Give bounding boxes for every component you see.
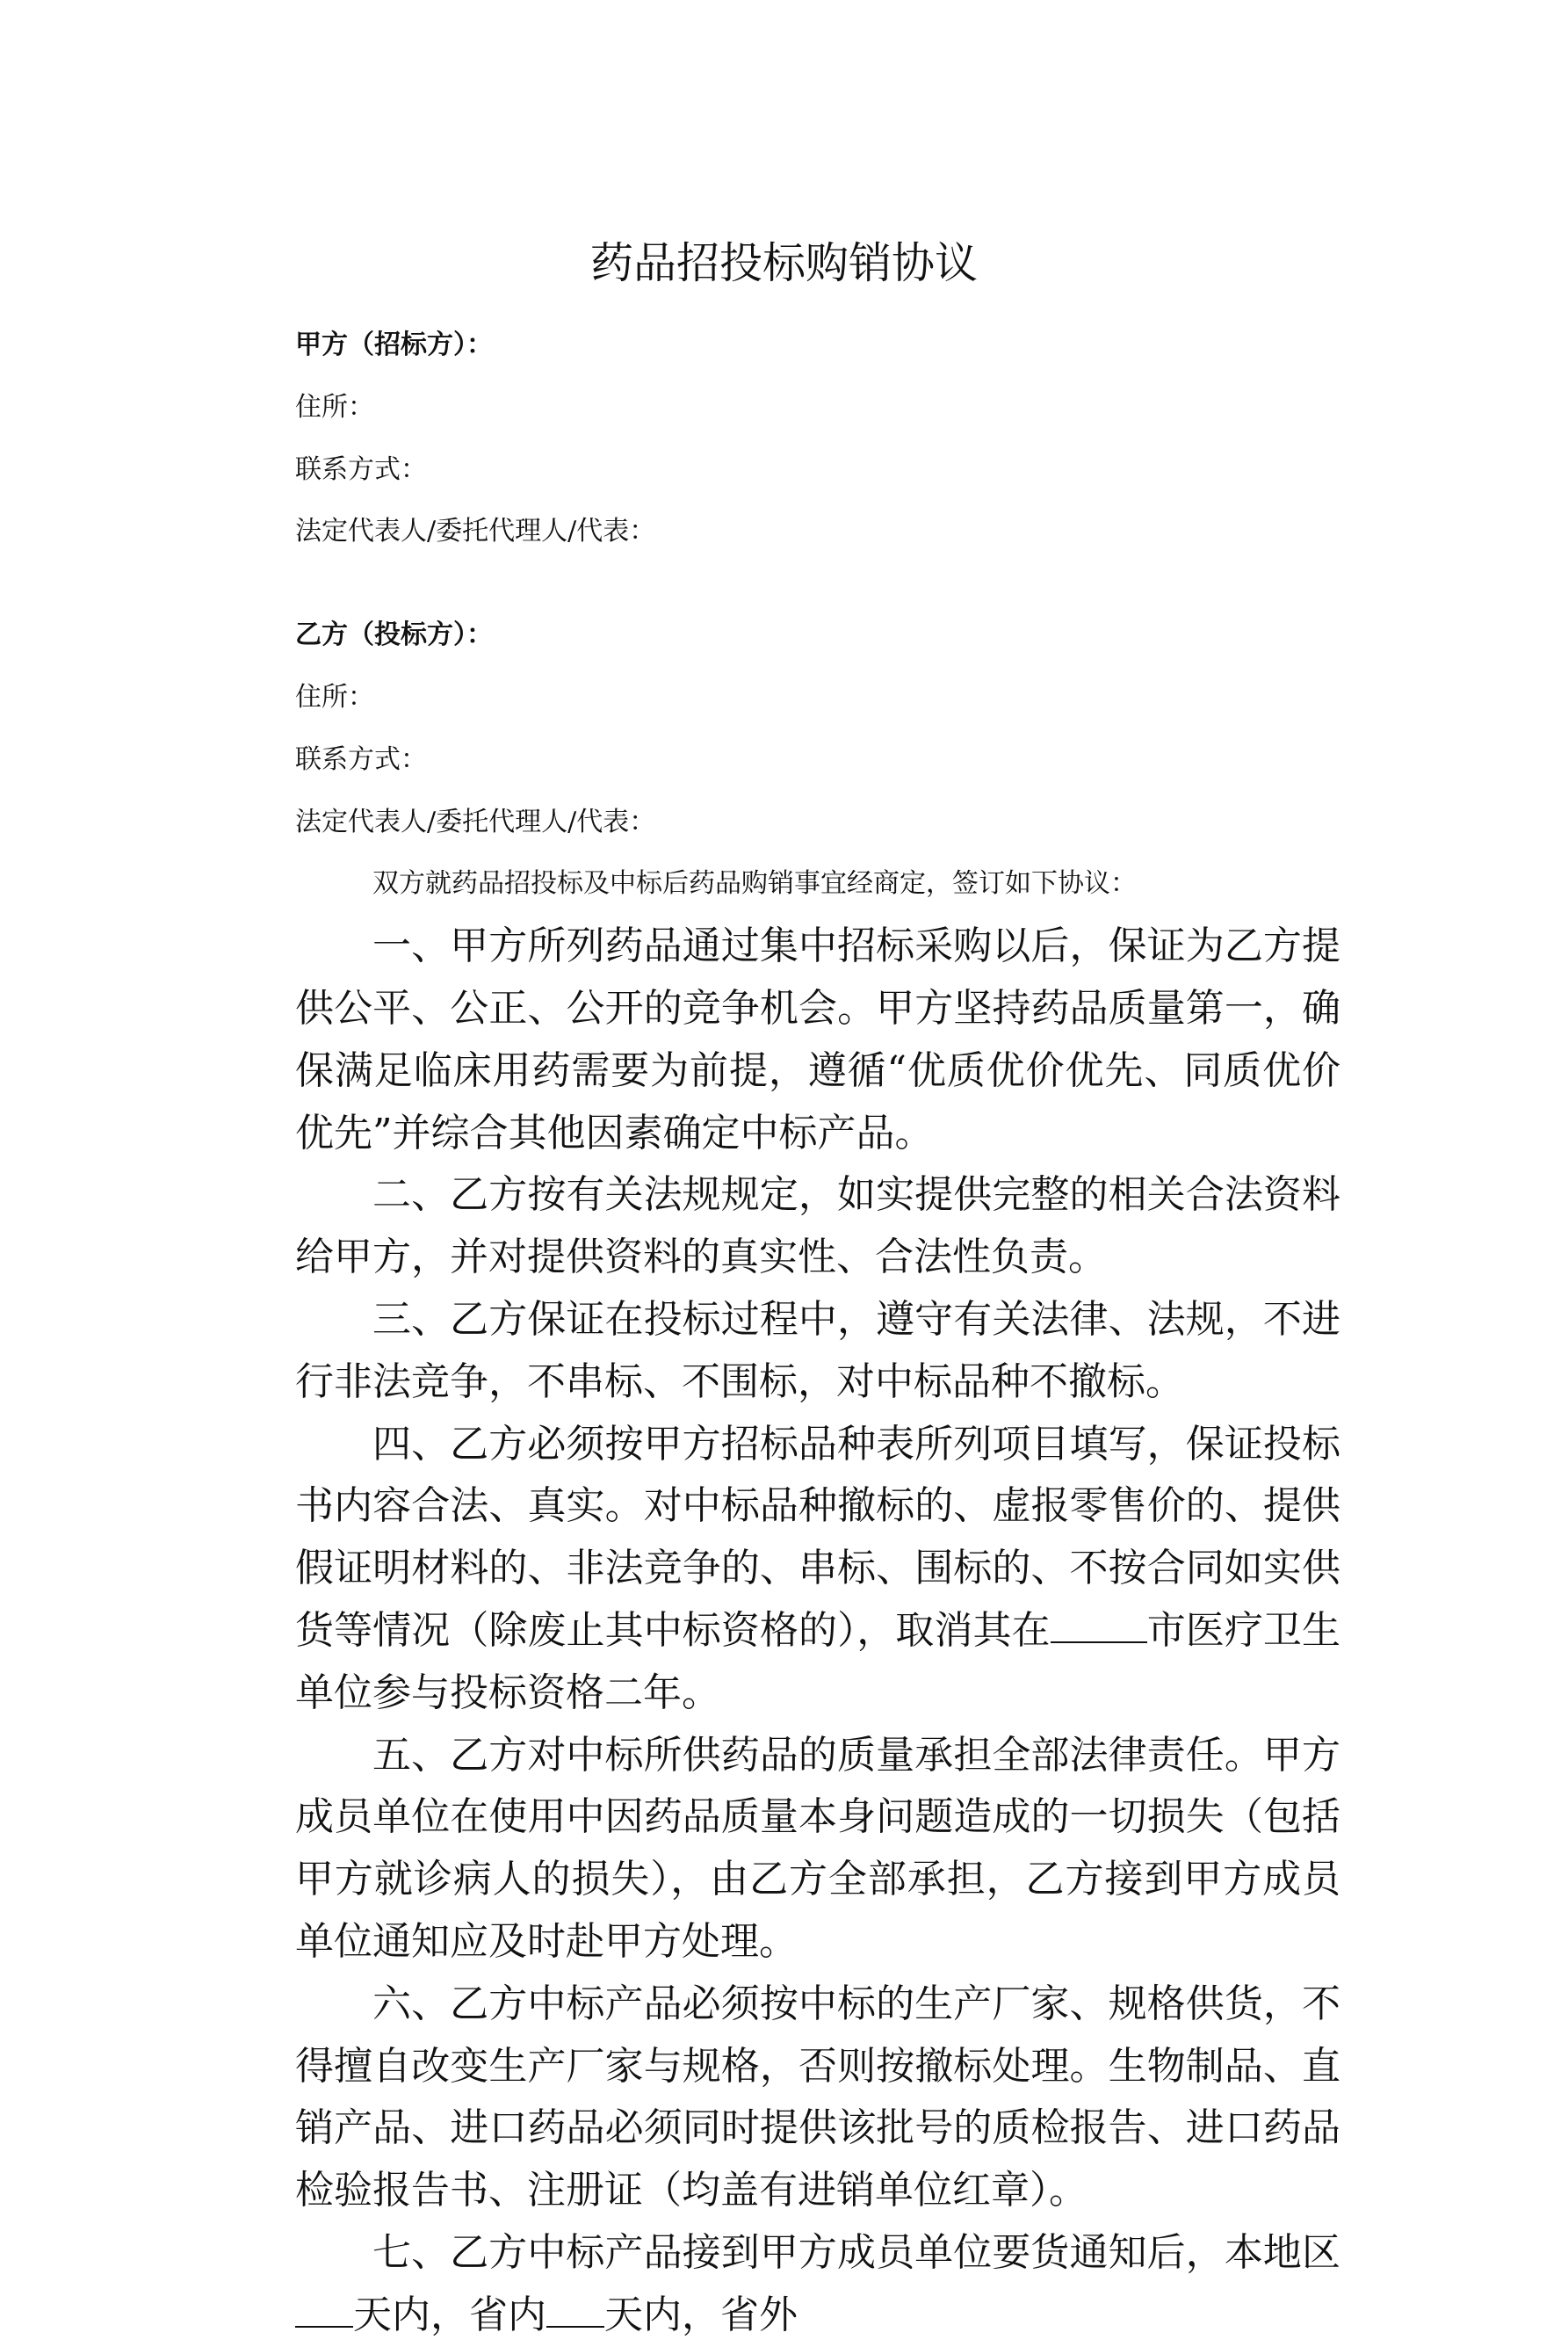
clause-4 (295, 1414, 1340, 1725)
party-b-label: 乙方（投标方）： (295, 619, 493, 651)
party-a-label: 甲方（招标方）： (295, 330, 493, 360)
clause-7-text-2: 天内，省内 (353, 2292, 546, 2337)
clause-7-text: 七、乙方中标产品接到甲方成员单位要货通知后，本地区 (372, 2229, 1340, 2275)
party-a-representative: 法定代表人/委托代理人/代表： (295, 516, 656, 547)
clause-5: 五、乙方对中标所供药品的质量承担全部法律责任。甲方成员单位在使用中因药品质量本身问题造成的一切损失（包括甲方就诊病人的损失），由乙方全部承担，乙方接到甲方成员单位通知应及时赴甲方处理。 (295, 1732, 1340, 1964)
document-title: 药品招投标购销协议 (589, 238, 978, 288)
document-body (295, 315, 1340, 2347)
clause-4-text-end: 市医疗卫生单位参与投标资格二年。 (295, 1607, 1341, 1715)
local-days-blank[interactable] (295, 2291, 353, 2328)
city-blank[interactable] (1051, 1606, 1147, 1643)
clause-4-text: 四、乙方必须按甲方招标品种表所列项目填写，保证投标书内容合法、真实。对中标品种撤标的、虚报零售价的、提供假证明材料的、非法竞争的、串标、围标的、不按合同如实供货等情况（除废止其中标资格的），取消其在 (295, 1421, 1340, 1653)
clause-6: 六、乙方中标产品必须按中标的生产厂家、规格供货，不得擅自改变生产厂家与规格，否则按撤标处理。生物制品、直销产品、进口药品必须同时提供该批号的质检报告、进口药品检验报告书、注册证（均盖有进销单位红章）。 (295, 1981, 1340, 2213)
party-a-contact: 联系方式： (295, 453, 427, 485)
party-a-address: 住所： (295, 391, 374, 423)
party-b-address: 住所： (295, 681, 374, 713)
party-b-representative: 法定代表人/委托代理人/代表： (295, 806, 656, 837)
party-b-contact: 联系方式： (295, 743, 427, 775)
clause-7 (295, 2222, 1340, 2347)
clause-1: 一、甲方所列药品通过集中招标采购以后，保证为乙方提供公平、公正、公开的竞争机会。甲方坚持药品质量第一，确保满足临床用药需要为前提，遵循“优质优价优先、同质优价优先”并综合其他因素确定中标产品。 (295, 924, 1340, 1155)
clause-7-text-3: 天内，省外 (604, 2292, 798, 2337)
clause-3: 三、乙方保证在投标过程中，遵守有关法律、法规，不进行非法竞争，不串标、不围标，对中标品种不撤标。 (295, 1296, 1340, 1404)
province-days-blank[interactable] (546, 2291, 604, 2328)
clause-2: 二、乙方按有关法规规定，如实提供完整的相关合法资料给甲方，并对提供资料的真实性、合法性负责。 (295, 1172, 1340, 1280)
agreement-intro: 双方就药品招投标及中标后药品购销事宜经商定，签订如下协议： (372, 868, 1137, 900)
